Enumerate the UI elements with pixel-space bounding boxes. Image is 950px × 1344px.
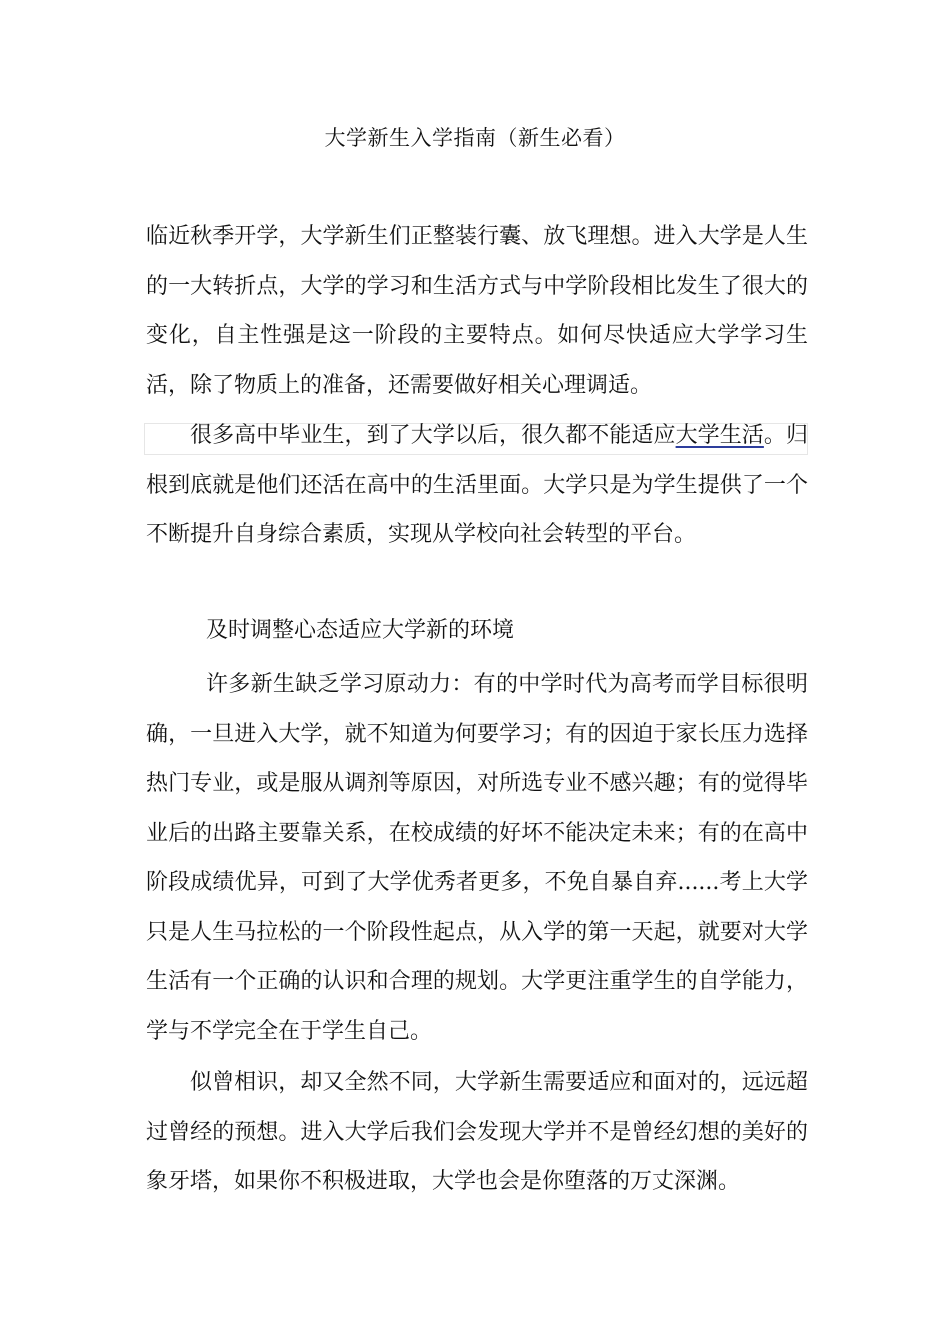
paragraph-adaptation-text-1: 很多高中毕业生，到了大学以后，很久都不能适应 xyxy=(190,423,676,448)
paragraph-intro: 临近秋季开学，大学新生们正整装行囊、放飞理想。进入大学是人生的一大转折点，大学的学习和生活方式与中学阶段相比发生了很大的变化，自主性强是这一阶段的主要特点。如何尽快适应大学学习生活，除了物质上的准备，还需要做好相关心理调适。 xyxy=(146,224,808,398)
college-life-link[interactable]: 大学生活 xyxy=(675,423,764,448)
paragraph-motivation: 许多新生缺乏学习原动力：有的中学时代为高考而学目标很明确，一旦进入大学，就不知道为何要学习；有的因迫于家长压力选择热门专业，或是服从调剂等原因，对所选专业不感兴趣；有的觉得毕业后的出路主要靠关系，在校成绩的好坏不能决定未来；有的在高中阶段成绩优异，可到了大学优秀者更多，不免自暴自弃......考上大学只是人生马拉松的一个阶段性起点，从入学的第一天起，就要对大学生活有一个正确的认识和合理的规划。大学更注重学生的自学能力，学与不学完全在于学生自己。 xyxy=(146,672,808,1044)
section-heading: 及时调整心态适应大学新的环境 xyxy=(206,618,515,643)
paragraph-adaptation-text-2: 。归根到底就是他们还活在高中的生活里面。大学只是为学生提供了一个不断提升自身综合素质，实现从学校向社会转型的平台。 xyxy=(146,423,808,547)
paragraph-conclusion: 似曾相识，却又全然不同，大学新生需要适应和面对的，远远超过曾经的预想。进入大学后我们会发现大学并不是曾经幻想的美好的象牙塔，如果你不积极进取，大学也会是你堕落的万丈深渊。 xyxy=(146,1070,808,1194)
paragraph-adaptation xyxy=(146,411,808,560)
page-title: 大学新生入学指南（新生必看） xyxy=(324,126,626,150)
